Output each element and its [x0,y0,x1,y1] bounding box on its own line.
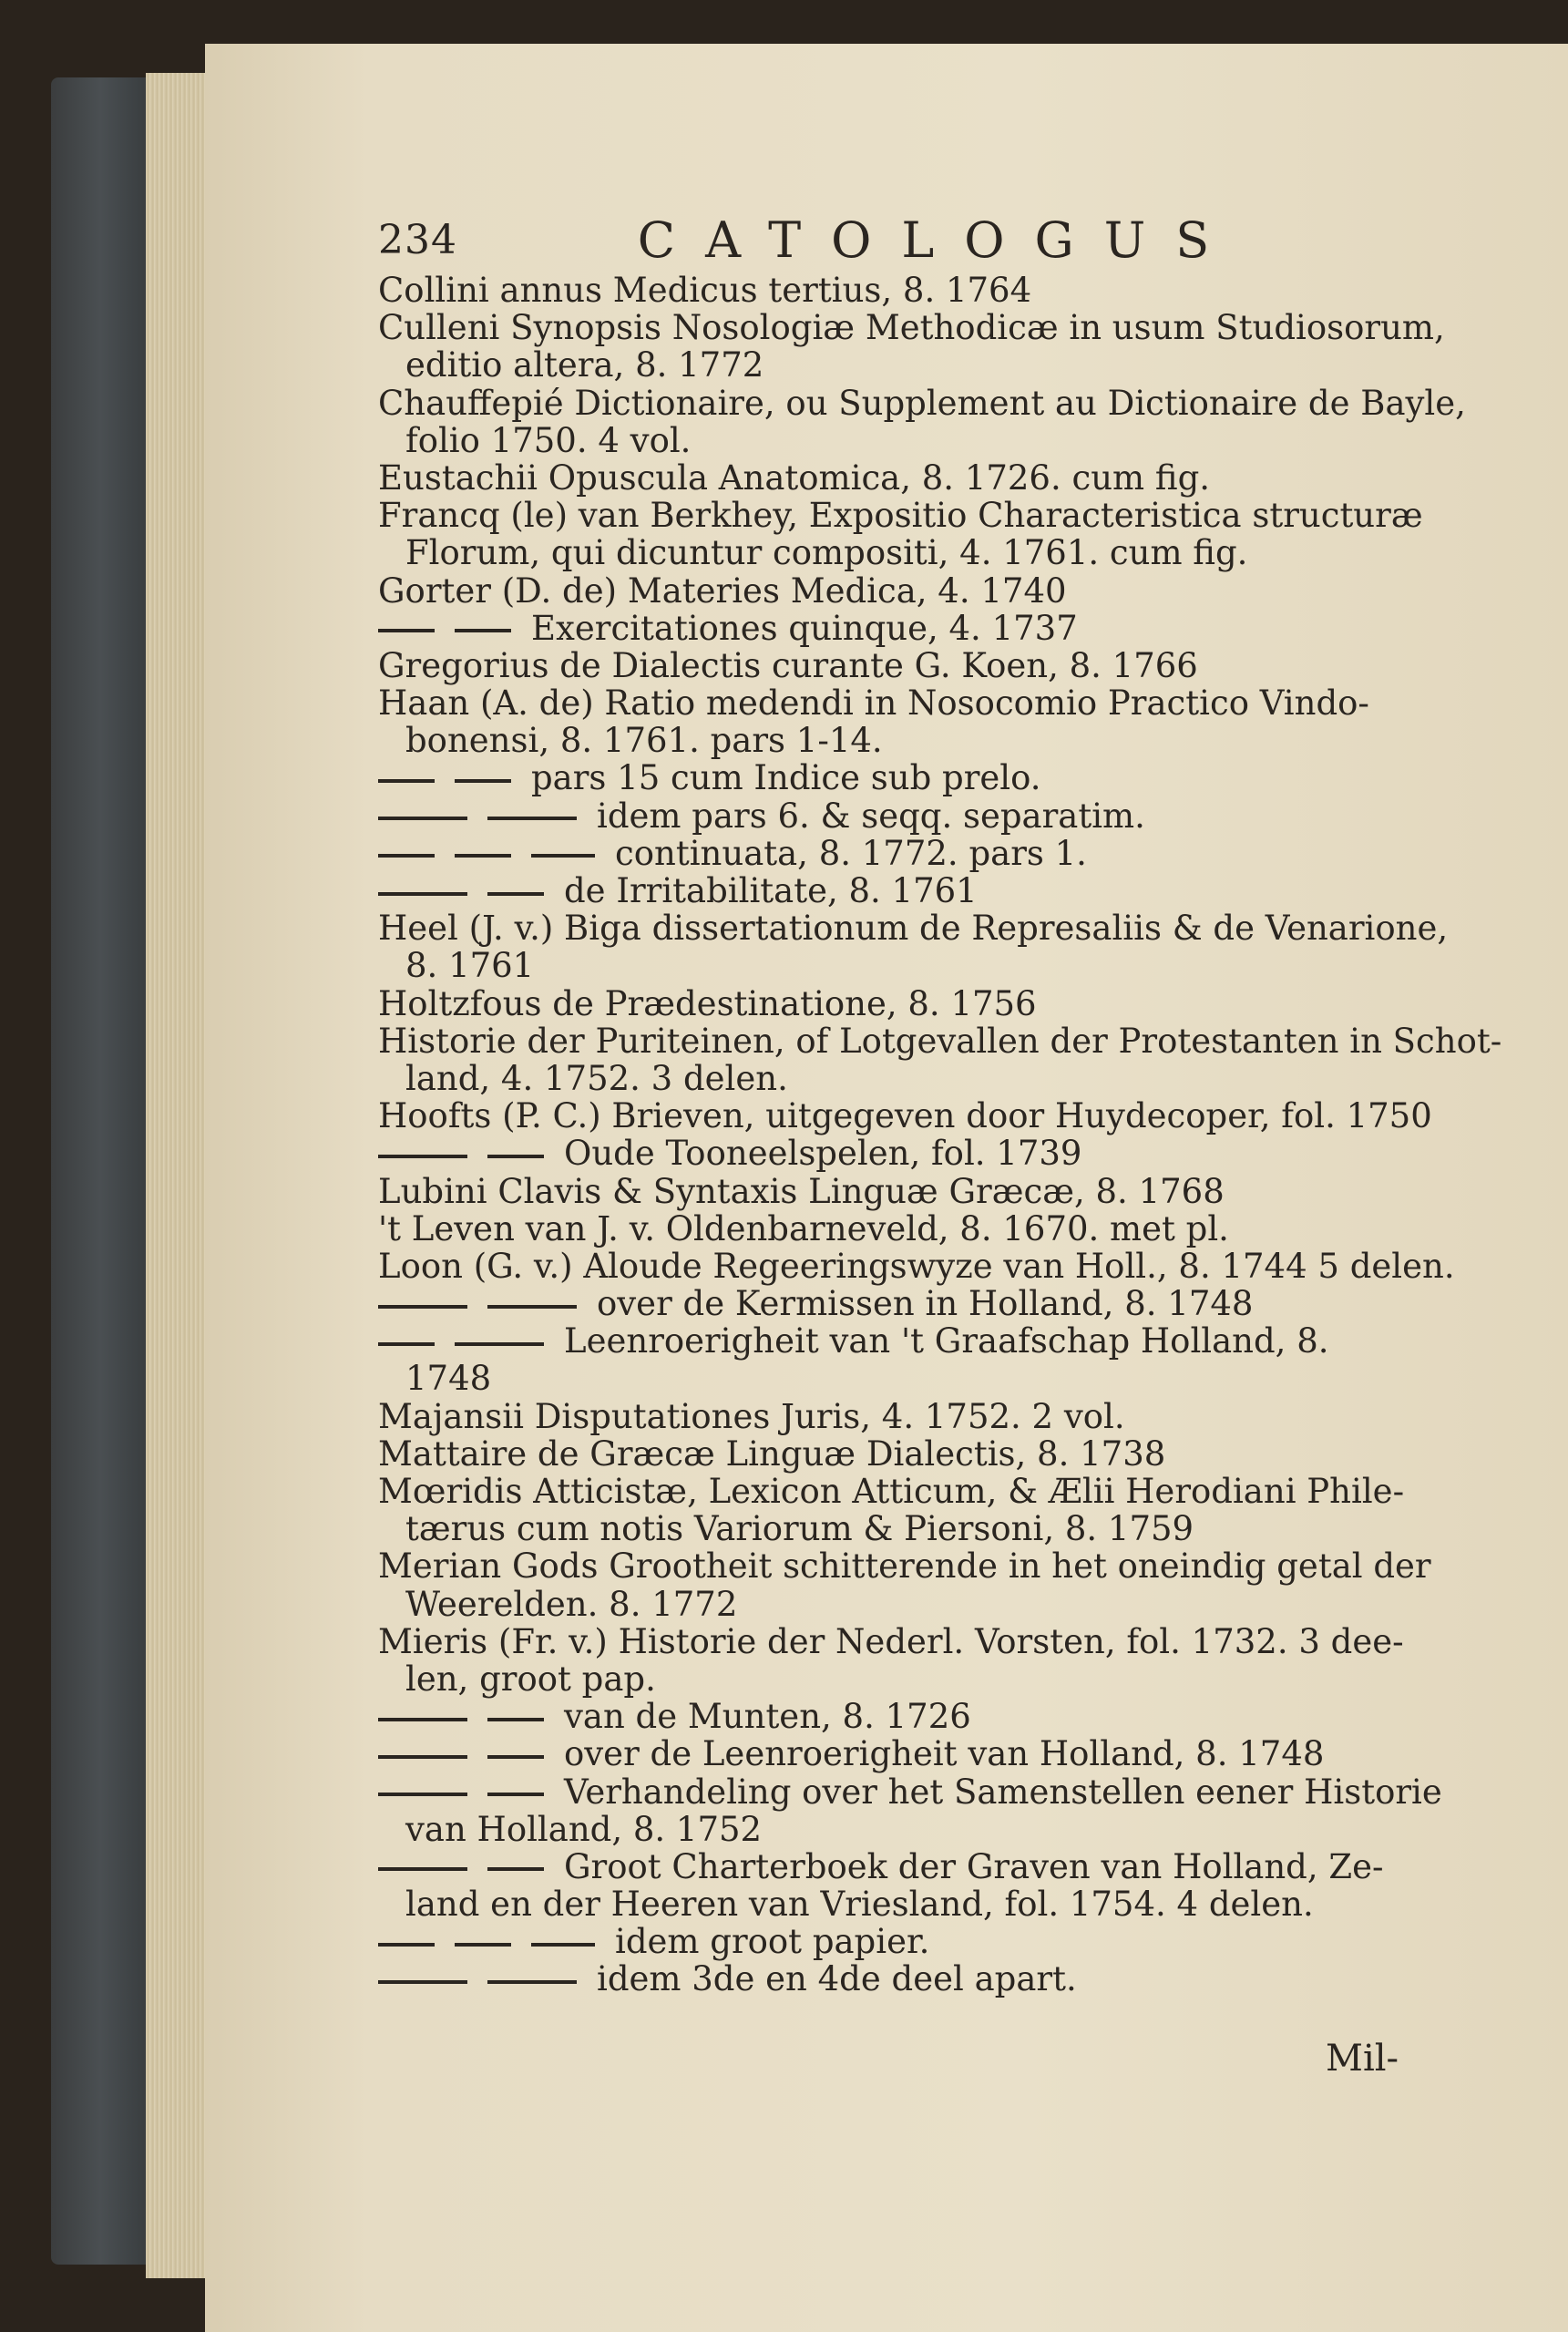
entry-text: Leenroerigheit van 't Graafschap Holland, 8. [564,1321,1329,1361]
catalogue-line [378,1210,1426,1248]
entry-text: Majansii Disputationes Juris, 4. 1752. 2 vol. [378,1396,1125,1436]
catalogue-line [378,1735,1426,1772]
entry-text: Culleni Synopsis Nosologiæ Methodicæ in usum Studiosorum, [378,308,1445,348]
catalogue-line [378,1510,1426,1547]
entry-text: Groot Charterboek der Graven van Holland, Ze- [564,1846,1384,1886]
ditto-dash [455,629,511,632]
entry-text: Merian Gods Grootheit schitterende in het oneindig getal der [378,1546,1431,1587]
entry-text: Weerelden. 8. 1772 [405,1584,738,1624]
ditto-dash [378,1867,467,1871]
entry-text: len, groot pap. [405,1659,656,1699]
catalogue-line [378,1473,1426,1510]
entry-text: Mœridis Atticistæ, Lexicon Atticum, & Ælii Herodiani Phile- [378,1472,1405,1511]
catalogue-line [378,1173,1426,1210]
entry-text: folio 1750. 4 vol. [405,420,692,460]
entry-text: Historie der Puriteinen, of Lotgevallen der Protestanten in Schot- [378,1021,1502,1061]
catalogue-line [378,1623,1426,1660]
catalogue-line [378,1698,1426,1735]
entry-text: 8. 1761 [405,946,535,986]
entry-text: Exercitationes quinque, 4. 1737 [531,608,1078,648]
entry-text: Gorter (D. de) Materies Medica, 4. 1740 [378,570,1067,611]
catalogue-line [378,1811,1426,1848]
ditto-dash [378,1755,467,1759]
ditto-dash [487,1718,544,1721]
catalogue-line [378,534,1426,571]
ditto-dash [378,629,435,632]
entry-text: van de Munten, 8. 1726 [564,1697,971,1737]
entry-text: land en der Heeren van Vriesland, fol. 1754. 4 delen. [405,1885,1314,1925]
book-page [205,44,1568,2332]
entry-text: over de Kermissen in Holland, 8. 1748 [597,1284,1254,1324]
ditto-dash [378,817,467,820]
catalogue-line [378,722,1426,759]
catalogue-line [378,383,1466,423]
entry-text: Mattaire de Græcæ Linguæ Dialectis, 8. 1738 [378,1433,1166,1474]
catalogue-line [378,422,1426,459]
running-head: CATOLOGUS [637,211,1240,269]
catalogue-line [378,1435,1426,1473]
catalogue-line [378,1096,1432,1136]
entry-text: Haan (A. de) Ratio medendi in Nosocomio Practico Vindo- [378,683,1369,724]
catalogue-line [378,272,1426,309]
entry-text: continuata, 8. 1772. pars 1. [615,833,1087,873]
entry-text: Loon (G. v.) Aloude Regeeringswyze van Holl., 8. 1744 5 delen. [378,1246,1455,1286]
ditto-dash [455,1943,511,1947]
ditto-dash [487,892,544,896]
catalogue-line [378,835,1426,872]
ditto-dash [487,817,577,820]
entry-text: 't Leven van J. v. Oldenbarneveld, 8. 1670. met pl. [378,1208,1229,1248]
catalogue-line [378,572,1426,610]
catalogue-line [378,872,1426,909]
entry-text: Hoofts (P. C.) Brieven, uitgegeven door Huydecoper, fol. 1750 [378,1096,1432,1136]
catalogue-line [378,1135,1426,1172]
ditto-dash [455,854,511,858]
ditto-dash [487,1793,544,1796]
catalogue-line [378,1923,1426,1960]
entry-text: Holtzfous de Prædestinatione, 8. 1756 [378,983,1037,1023]
catalogue-line [378,497,1426,534]
ditto-dash [378,1342,435,1346]
entry-text: Florum, qui dicuntur compositi, 4. 1761. cum fig. [405,533,1248,573]
ditto-dash [487,1305,577,1309]
entry-text: pars 15 cum Indice sub prelo. [531,758,1041,798]
ditto-dash [487,1155,544,1158]
ditto-dash [378,1793,467,1796]
catalogue-line [378,459,1426,497]
catalogue-entries [378,271,1502,1999]
ditto-dash [487,1980,577,1984]
ditto-dash [378,854,435,858]
entry-text: over de Leenroerigheit van Holland, 8. 1748 [564,1734,1325,1774]
catalogue-line [378,1660,1426,1698]
entry-text: Verhandeling over het Samenstellen eener Historie [564,1772,1442,1812]
entry-text: idem pars 6. & seqq. separatim. [597,796,1145,836]
book-cover [51,77,160,2265]
ditto-dash [531,854,595,858]
ditto-dash [531,1943,595,1947]
ditto-dash [455,779,511,783]
catalogue-line [378,1360,1426,1397]
ditto-dash [487,1867,544,1871]
entry-text: idem 3de en 4de deel apart. [597,1959,1077,1999]
catalogue-line [378,985,1426,1022]
catalogue-line [378,1848,1426,1885]
catalogue-line [378,647,1426,684]
ditto-dash [378,1943,435,1947]
catalogue-line [378,909,1449,949]
catchword: Mil- [1326,2038,1399,2080]
page-edges [146,73,214,2278]
catalogue-line [378,308,1445,348]
entry-text: Mieris (Fr. v.) Historie der Nederl. Vorsten, fol. 1732. 3 dee- [378,1621,1404,1661]
entry-text: idem groot papier. [615,1922,930,1962]
ditto-dash [455,1342,544,1346]
entry-text: van Holland, 8. 1752 [405,1809,763,1849]
entry-text: tærus cum notis Variorum & Piersoni, 8. 1759 [405,1509,1194,1549]
entry-text: bonensi, 8. 1761. pars 1-14. [405,721,883,761]
entry-text: de Irritabilitate, 8. 1761 [564,871,978,910]
catalogue-line [378,1885,1426,1923]
ditto-dash [487,1755,544,1759]
catalogue-line [378,947,1426,984]
catalogue-line [378,1060,1426,1097]
ditto-dash [378,779,435,783]
entry-text: Oude Tooneelspelen, fol. 1739 [564,1134,1082,1174]
catalogue-line [378,1586,1426,1623]
catalogue-line [378,1322,1426,1360]
ditto-dash [378,1980,467,1984]
catalogue-line [378,1246,1455,1286]
entry-text: land, 4. 1752. 3 delen. [405,1058,788,1098]
ditto-dash [378,1305,467,1309]
entry-text: Gregorius de Dialectis curante G. Koen, 8. 1766 [378,645,1198,685]
catalogue-line [378,1960,1426,1998]
entry-text: 1748 [405,1359,492,1399]
entry-text: Eustachii Opuscula Anatomica, 8. 1726. cum fig. [378,457,1211,498]
catalogue-line [378,759,1426,796]
entry-text: Francq (le) van Berkhey, Expositio Characteristica structuræ [378,496,1423,536]
catalogue-line [378,797,1426,835]
entry-text: Chauffepié Dictionaire, ou Supplement au Dictionaire de Bayle, [378,383,1466,423]
entry-text: Lubini Clavis & Syntaxis Linguæ Græcæ, 8. 1768 [378,1171,1225,1211]
ditto-dash [378,1155,467,1158]
catalogue-line [378,684,1426,722]
catalogue-line [378,1772,1442,1812]
page-header [378,208,1389,281]
ditto-dash [378,892,467,896]
page-number: 234 [378,217,457,263]
catalogue-line [378,1546,1431,1587]
catalogue-line [378,346,1426,384]
entry-text: Heel (J. v.) Biga dissertationum de Represaliis & de Venarione, [378,909,1449,949]
entry-text: Collini annus Medicus tertius, 8. 1764 [378,271,1032,310]
catalogue-line [378,610,1426,647]
catalogue-line [378,1285,1426,1322]
catalogue-line [378,1398,1426,1435]
catalogue-line [378,1021,1502,1061]
entry-text: editio altera, 8. 1772 [405,345,764,385]
ditto-dash [378,1718,467,1721]
